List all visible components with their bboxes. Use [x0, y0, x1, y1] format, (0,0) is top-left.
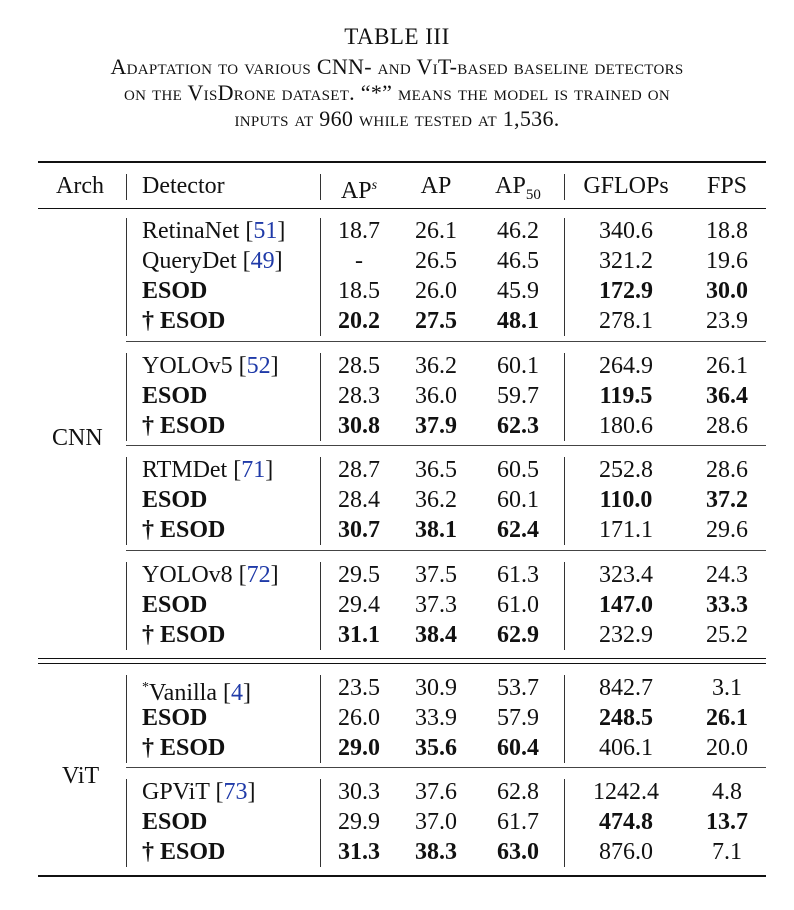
- subgroup-separator: [126, 550, 766, 551]
- detector-cell: ESOD: [142, 592, 208, 618]
- gflops-cell: 321.2: [599, 248, 653, 274]
- aps-cell: 29.9: [338, 809, 380, 835]
- gflops-cell: 842.7: [599, 675, 653, 701]
- fps-cell: 13.7: [706, 809, 748, 835]
- header-gflops: GFLOPs: [583, 173, 669, 199]
- gflops-cell: 119.5: [599, 383, 653, 409]
- column-divider: [564, 675, 565, 763]
- ap50-cell: 61.0: [497, 592, 539, 618]
- gflops-cell: 232.9: [599, 622, 653, 648]
- fps-cell: 28.6: [706, 457, 748, 483]
- gflops-cell: 180.6: [599, 413, 653, 439]
- column-divider: [564, 353, 565, 441]
- detector-cell: † ESOD: [142, 622, 226, 648]
- citation-link[interactable]: 71: [241, 457, 266, 483]
- header-aps: $AP^s$: [340, 178, 378, 204]
- ap-cell: 33.9: [415, 705, 457, 731]
- ap-cell: 26.1: [415, 218, 457, 244]
- arch-label-cnn: CNN: [52, 425, 103, 451]
- column-divider: [564, 779, 565, 867]
- aps-cell: 28.3: [338, 383, 380, 409]
- header-rule: [38, 208, 766, 209]
- ap-cell: 37.0: [415, 809, 457, 835]
- ap-cell: 36.2: [415, 487, 457, 513]
- ap50-cell: 46.2: [497, 218, 539, 244]
- detector-cell: RetinaNet [51]: [142, 218, 286, 244]
- ap-cell: 36.5: [415, 457, 457, 483]
- fps-cell: 7.1: [712, 839, 742, 865]
- column-divider: [126, 779, 127, 867]
- ap50-cell: 60.1: [497, 353, 539, 379]
- header-arch: Arch: [56, 173, 104, 199]
- ap-cell: 26.5: [415, 248, 457, 274]
- citation-link[interactable]: 72: [246, 562, 271, 588]
- fps-cell: 25.2: [706, 622, 748, 648]
- fps-cell: 28.6: [706, 413, 748, 439]
- gflops-cell: 876.0: [599, 839, 653, 865]
- column-divider: [320, 353, 321, 441]
- header-fps: FPS: [706, 173, 748, 199]
- gflops-cell: 340.6: [599, 218, 653, 244]
- aps-cell: 29.5: [338, 562, 380, 588]
- aps-cell: 20.2: [338, 308, 380, 334]
- fps-cell: 18.8: [706, 218, 748, 244]
- fps-cell: 36.4: [706, 383, 748, 409]
- ap50-cell: 62.4: [497, 517, 539, 543]
- ap50-cell: 60.4: [497, 735, 539, 761]
- ap-cell: 30.9: [415, 675, 457, 701]
- aps-cell: 18.7: [338, 218, 380, 244]
- fps-cell: 26.1: [706, 353, 748, 379]
- citation-link[interactable]: 73: [223, 779, 248, 805]
- aps-cell: -: [355, 248, 363, 274]
- arch-label-vit: ViT: [62, 763, 100, 789]
- detector-cell: QueryDet [49]: [142, 248, 283, 274]
- fps-cell: 33.3: [706, 592, 748, 618]
- fps-cell: 3.1: [712, 675, 742, 701]
- column-divider: [320, 675, 321, 763]
- ap-cell: 27.5: [415, 308, 457, 334]
- subgroup-separator: [126, 445, 766, 446]
- ap-cell: 26.0: [415, 278, 457, 304]
- column-divider: [126, 457, 127, 545]
- subgroup-separator: [126, 341, 766, 342]
- citation-link[interactable]: 51: [253, 218, 278, 244]
- gflops-cell: 248.5: [599, 705, 653, 731]
- gflops-cell: 264.9: [599, 353, 653, 379]
- aps-cell: 30.3: [338, 779, 380, 805]
- aps-cell: 18.5: [338, 278, 380, 304]
- fps-cell: 30.0: [706, 278, 748, 304]
- detector-cell: ESOD: [142, 487, 208, 513]
- ap-cell: 38.3: [415, 839, 457, 865]
- ap50-cell: 59.7: [497, 383, 539, 409]
- ap50-cell: 62.8: [497, 779, 539, 805]
- aps-cell: 29.4: [338, 592, 380, 618]
- column-divider: [564, 562, 565, 650]
- fps-cell: 24.3: [706, 562, 748, 588]
- ap-cell: 37.3: [415, 592, 457, 618]
- caption-line-3: inputs at 960 while tested at 1,536.: [234, 106, 560, 131]
- column-divider: [126, 218, 127, 336]
- detector-cell: † ESOD: [142, 413, 226, 439]
- detector-cell: YOLOv8 [72]: [142, 562, 279, 588]
- column-divider: [564, 218, 565, 336]
- ap-cell: 36.0: [415, 383, 457, 409]
- gflops-cell: 323.4: [599, 562, 653, 588]
- ap-cell: 38.4: [415, 622, 457, 648]
- ap50-cell: 57.9: [497, 705, 539, 731]
- aps-cell: 26.0: [338, 705, 380, 731]
- citation-link[interactable]: 4: [230, 680, 243, 706]
- ap-cell: 35.6: [415, 735, 457, 761]
- gflops-cell: 110.0: [599, 487, 653, 513]
- ap50-cell: 60.1: [497, 487, 539, 513]
- fps-cell: 26.1: [706, 705, 748, 731]
- header-ap50: $AP_{50}$: [495, 173, 541, 203]
- column-divider: [126, 353, 127, 441]
- caption-line-1: Adaptation to various CNN- and ViT-based baseline detectors: [110, 54, 684, 79]
- ap50-cell: 63.0: [497, 839, 539, 865]
- detector-cell: ESOD: [142, 809, 208, 835]
- fps-cell: 29.6: [706, 517, 748, 543]
- header-divider: [564, 174, 565, 200]
- ap50-cell: 60.5: [497, 457, 539, 483]
- fps-cell: 20.0: [706, 735, 748, 761]
- column-divider: [320, 562, 321, 650]
- detector-cell: † ESOD: [142, 839, 226, 865]
- aps-cell: 28.7: [338, 457, 380, 483]
- aps-cell: 30.7: [338, 517, 380, 543]
- header-divider: [126, 174, 127, 200]
- section-double-rule: [38, 658, 766, 659]
- header-divider: [320, 174, 321, 200]
- column-divider: [320, 218, 321, 336]
- aps-cell: 30.8: [338, 413, 380, 439]
- subgroup-separator: [126, 767, 766, 768]
- caption-line-2: on the VisDrone dataset. “*” means the model is trained on: [123, 80, 671, 105]
- ap-cell: 36.2: [415, 353, 457, 379]
- fps-cell: 4.8: [712, 779, 742, 805]
- bottom-rule: [38, 875, 766, 877]
- gflops-cell: 406.1: [599, 735, 653, 761]
- detector-cell: ESOD: [142, 278, 208, 304]
- ap50-cell: 53.7: [497, 675, 539, 701]
- table-title: TABLE III: [344, 24, 450, 49]
- header-detector: Detector: [142, 173, 225, 199]
- column-divider: [320, 779, 321, 867]
- detector-cell: GPViT [73]: [142, 779, 256, 805]
- aps-cell: 23.5: [338, 675, 380, 701]
- column-divider: [126, 675, 127, 763]
- ap50-cell: 61.7: [497, 809, 539, 835]
- ap50-cell: 48.1: [497, 308, 539, 334]
- section-double-rule: [38, 663, 766, 664]
- gflops-cell: 171.1: [599, 517, 653, 543]
- detector-cell: ESOD: [142, 705, 208, 731]
- column-divider: [564, 457, 565, 545]
- ap50-cell: 62.3: [497, 413, 539, 439]
- detector-cell: YOLOv5 [52]: [142, 353, 279, 379]
- citation-link[interactable]: 52: [246, 353, 271, 379]
- aps-cell: 31.1: [338, 622, 380, 648]
- ap-cell: 37.6: [415, 779, 457, 805]
- detector-cell: † ESOD: [142, 517, 226, 543]
- ap50-cell: 61.3: [497, 562, 539, 588]
- aps-cell: 28.4: [338, 487, 380, 513]
- gflops-cell: 147.0: [599, 592, 653, 618]
- column-divider: [126, 562, 127, 650]
- gflops-cell: 1242.4: [593, 779, 659, 805]
- column-divider: [320, 457, 321, 545]
- gflops-cell: 474.8: [599, 809, 653, 835]
- detector-cell: † ESOD: [142, 308, 226, 334]
- ap50-cell: 62.9: [497, 622, 539, 648]
- citation-link[interactable]: 49: [250, 248, 275, 274]
- fps-cell: 19.6: [706, 248, 748, 274]
- gflops-cell: 278.1: [599, 308, 653, 334]
- aps-cell: 31.3: [338, 839, 380, 865]
- header-ap: AP: [420, 173, 452, 199]
- gflops-cell: 252.8: [599, 457, 653, 483]
- aps-cell: 28.5: [338, 353, 380, 379]
- ap-cell: 38.1: [415, 517, 457, 543]
- detector-cell: RTMDet [71]: [142, 457, 274, 483]
- ap50-cell: 45.9: [497, 278, 539, 304]
- detector-cell: *Vanilla [4]: [142, 680, 251, 706]
- ap-cell: 37.5: [415, 562, 457, 588]
- top-rule: [38, 161, 766, 163]
- fps-cell: 37.2: [706, 487, 748, 513]
- fps-cell: 23.9: [706, 308, 748, 334]
- ap50-cell: 46.5: [497, 248, 539, 274]
- aps-cell: 29.0: [338, 735, 380, 761]
- ap-cell: 37.9: [415, 413, 457, 439]
- detector-cell: ESOD: [142, 383, 208, 409]
- detector-cell: † ESOD: [142, 735, 226, 761]
- gflops-cell: 172.9: [599, 278, 653, 304]
